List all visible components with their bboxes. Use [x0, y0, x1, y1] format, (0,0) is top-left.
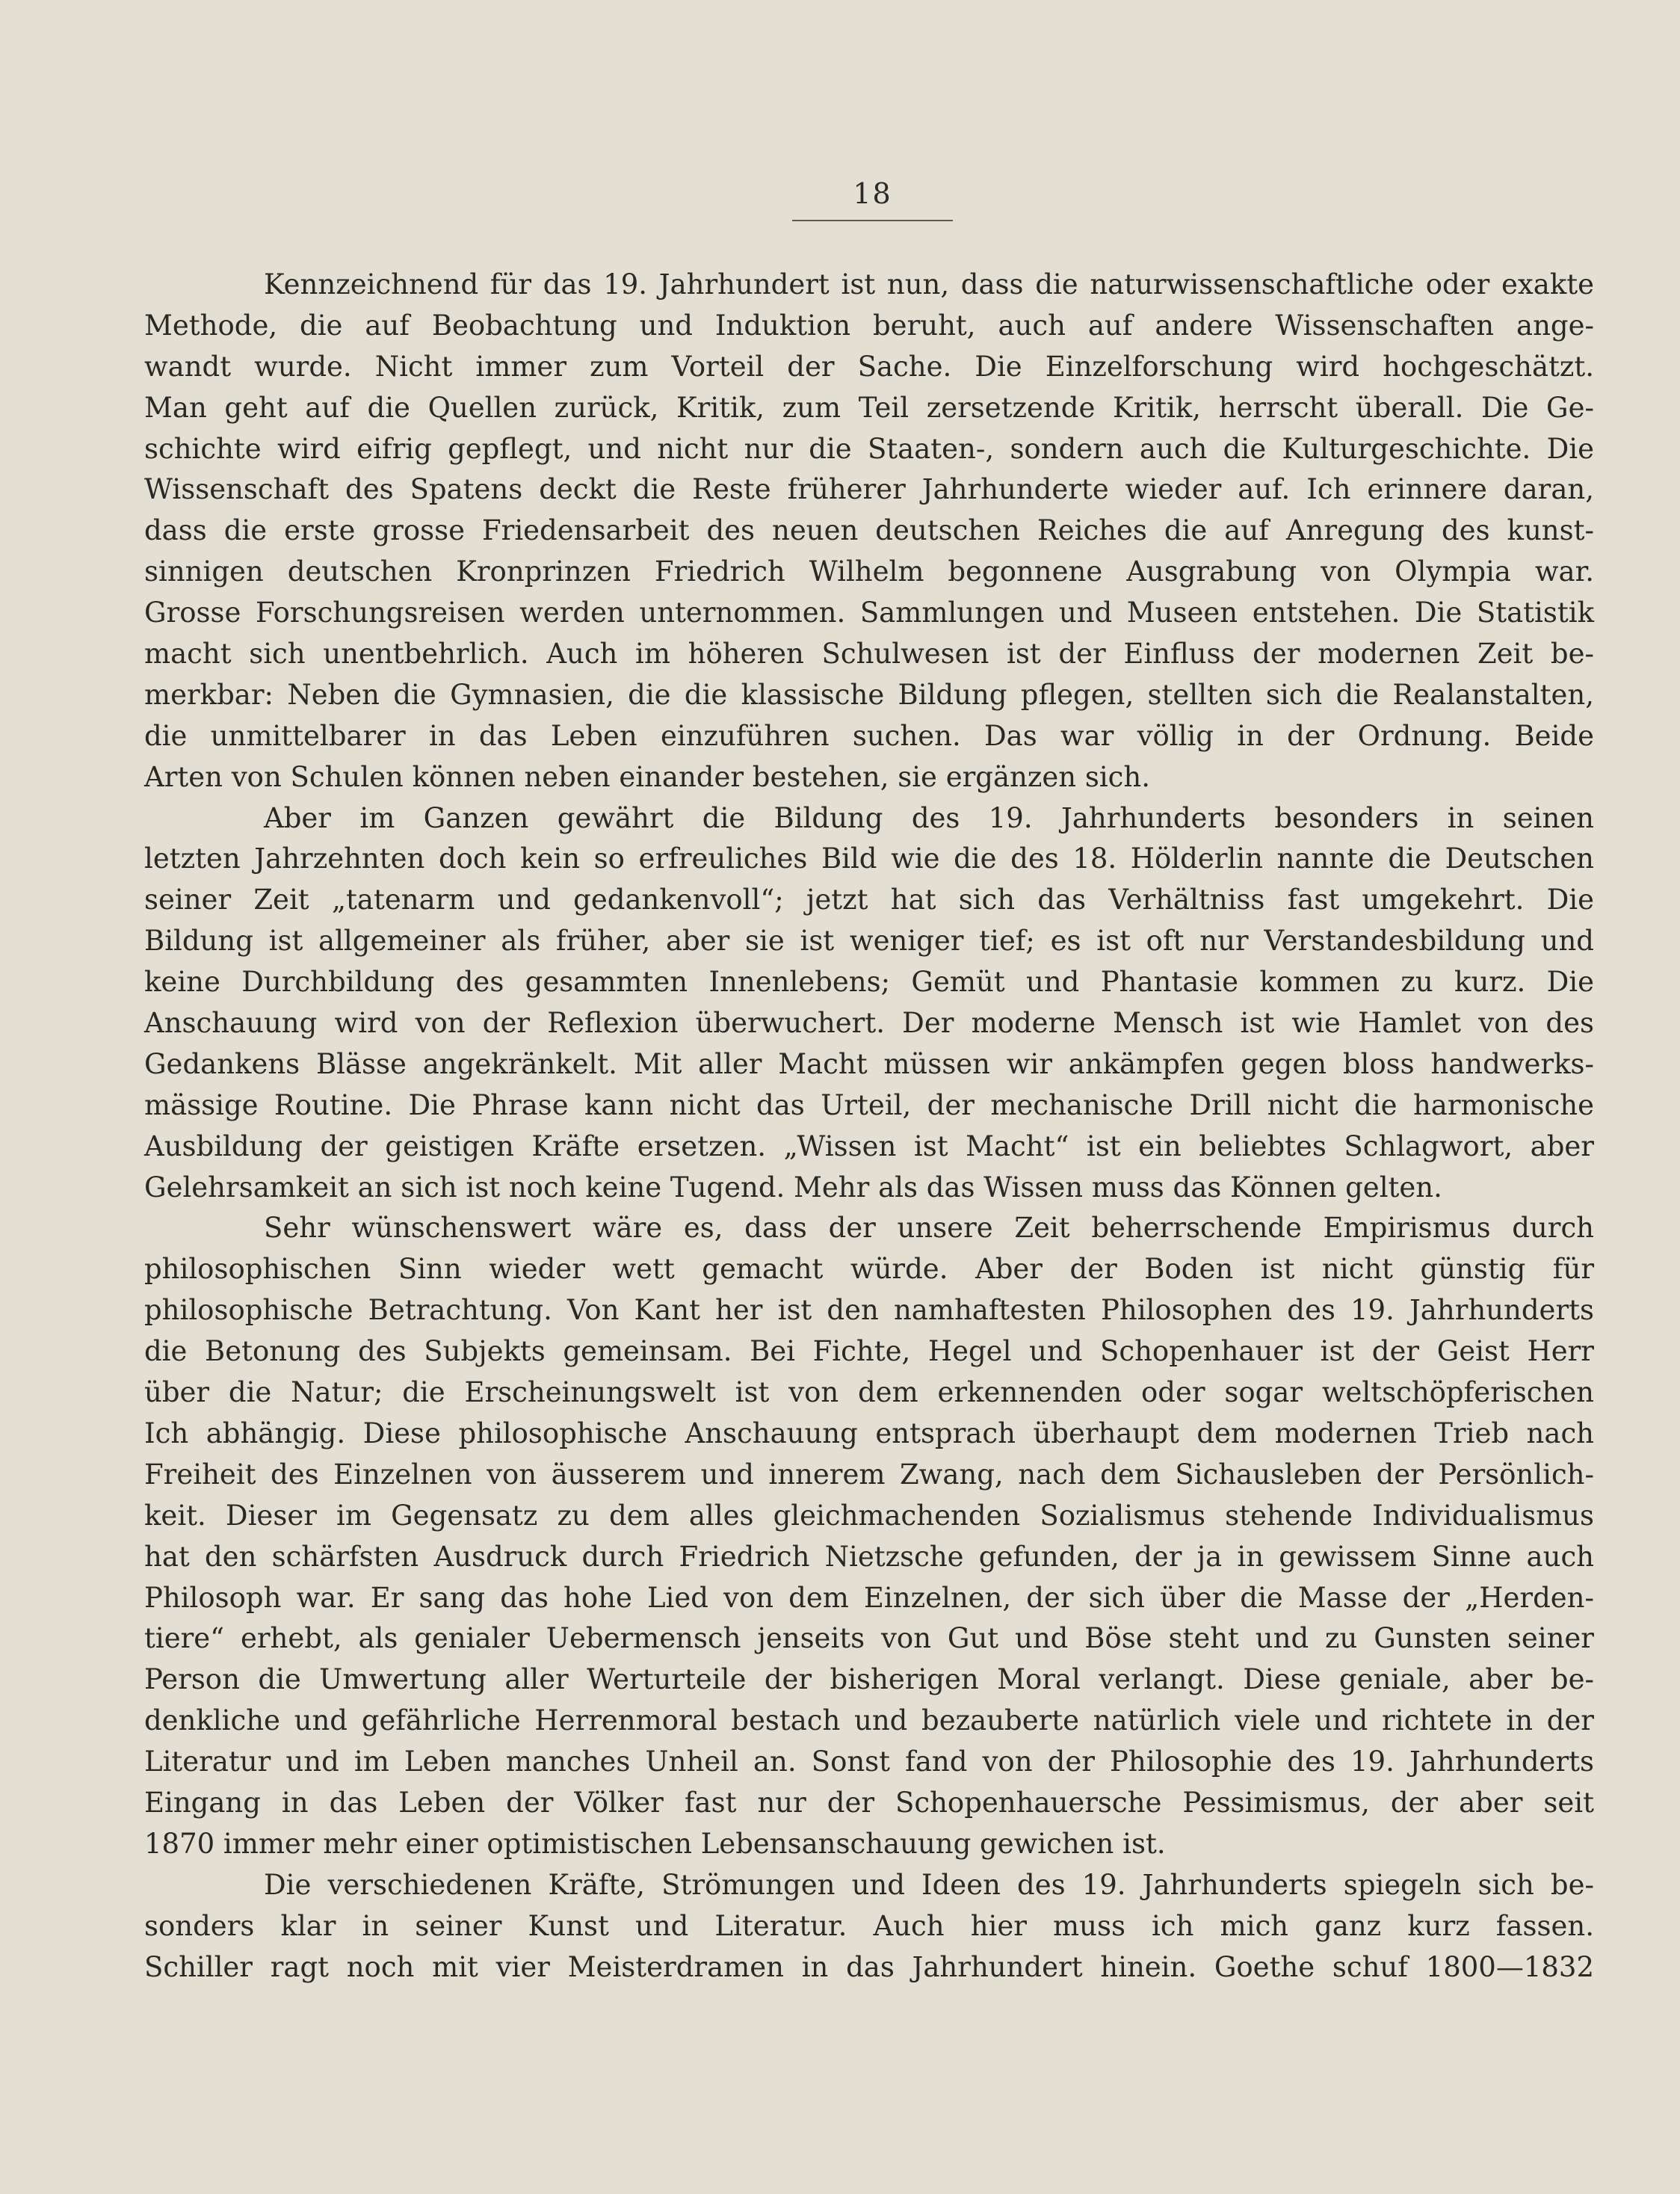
text-line: Methode, die auf Beobachtung und Induktion beruht, auch auf andere Wissenschaften ange- — [144, 309, 1594, 342]
text-line: Grosse Forschungsreisen werden unternommen. Sammlungen und Museen entstehen. Die Statistik — [144, 597, 1594, 629]
text-line: keine Durchbildung des gesammten Innenlebens; Gemüt und Phantasie kommen zu kurz. Die — [144, 966, 1594, 999]
text-line: sinnigen deutschen Kronprinzen Friedrich Wilhelm begonnene Ausgrabung von Olympia war. — [144, 555, 1594, 588]
text-line: dass die erste grosse Friedensarbeit des neuen deutschen Reiches die auf Anregung des kunst- — [144, 514, 1594, 547]
text-line: die Betonung des Subjekts gemeinsam. Bei Fichte, Hegel und Schopenhauer ist der Geist Herr — [144, 1335, 1594, 1368]
text-line: Freiheit des Einzelnen von äusserem und innerem Zwang, nach dem Sichausleben der Persönlich- — [144, 1458, 1594, 1491]
text-line: schichte wird eifrig gepflegt, und nicht nur die Staaten-, sondern auch die Kulturgeschichte. Die — [144, 432, 1594, 465]
text-line: tiere“ erhebt, als genialer Uebermensch jenseits von Gut und Böse steht und zu Gunsten seiner — [144, 1622, 1594, 1655]
text-line: Arten von Schulen können neben einander bestehen, sie ergänzen sich. — [144, 760, 1150, 793]
text-line: Aber im Ganzen gewährt die Bildung des 19. Jahrhunderts besonders in seinen — [264, 801, 1594, 834]
text-line: letzten Jahrzehnten doch kein so erfreuliches Bild wie die des 18. Hölderlin nannte die Deutschen — [144, 842, 1594, 875]
text-line: keit. Dieser im Gegensatz zu dem alles gleichmachenden Sozialismus stehende Individualismus — [144, 1499, 1594, 1532]
text-line: Gelehrsamkeit an sich ist noch keine Tugend. Mehr als das Wissen muss das Können gelten. — [144, 1171, 1442, 1204]
text-line: Sehr wünschenswert wäre es, dass der unsere Zeit beherrschende Empirismus durch — [264, 1212, 1594, 1245]
text-line: macht sich unentbehrlich. Auch im höheren Schulwesen ist der Einfluss der modernen Zeit be- — [144, 638, 1594, 671]
text-line: Person die Umwertung aller Werturteile der bisherigen Moral verlangt. Diese geniale, aber be- — [144, 1663, 1594, 1696]
text-line: Gedankens Blässe angekränkelt. Mit aller Macht müssen wir ankämpfen gegen bloss handwerks- — [144, 1047, 1594, 1080]
text-line: mässige Routine. Die Phrase kann nicht das Urteil, der mechanische Drill nicht die harmonische — [144, 1088, 1594, 1121]
text-line: Kennzeichnend für das 19. Jahrhundert ist nun, dass die naturwissenschaftliche oder exakte — [264, 268, 1594, 301]
text-line: 1870 immer mehr einer optimistischen Lebensanschauung gewichen ist. — [144, 1827, 1166, 1860]
text-line: denkliche und gefährliche Herrenmoral bestach und bezauberte natürlich viele und richtete in der — [144, 1704, 1594, 1737]
header-rule — [792, 220, 953, 221]
text-line: Eingang in das Leben der Völker fast nur der Schopenhauersche Pessimismus, der aber seit — [144, 1786, 1594, 1819]
page-header — [792, 179, 953, 221]
text-line: Die verschiedenen Kräfte, Strömungen und Ideen des 19. Jahrhunderts spiegeln sich be- — [264, 1868, 1594, 1901]
text-line: seiner Zeit „tatenarm und gedankenvoll“; jetzt hat sich das Verhältniss fast umgekehrt. Die — [144, 884, 1594, 916]
body-text — [144, 265, 1594, 1988]
page-number: 18 — [853, 177, 892, 210]
text-line: Ich abhängig. Diese philosophische Anschauung entsprach überhaupt dem modernen Trieb nach — [144, 1417, 1594, 1449]
text-line: die unmittelbarer in das Leben einzuführen suchen. Das war völlig in der Ordnung. Beide — [144, 719, 1594, 752]
text-line: philosophische Betrachtung. Von Kant her ist den namhaftesten Philosophen des 19. Jahrhunderts — [144, 1294, 1594, 1327]
text-line: Schiller ragt noch mit vier Meisterdramen in das Jahrhundert hinein. Goethe schuf 1800—1832 — [144, 1950, 1594, 1983]
text-line: Literatur und im Leben manches Unheil an. Sonst fand von der Philosophie des 19. Jahrhunderts — [144, 1745, 1594, 1778]
text-line: Ausbildung der geistigen Kräfte ersetzen. „Wissen ist Macht“ ist ein beliebtes Schlagwort, aber — [144, 1130, 1594, 1162]
text-line: Wissenschaft des Spatens deckt die Reste früherer Jahrhunderte wieder auf. Ich erinnere daran, — [144, 473, 1594, 506]
text-line: hat den schärfsten Ausdruck durch Friedrich Nietzsche gefunden, der ja in gewissem Sinne auch — [144, 1540, 1594, 1573]
text-line: Bildung ist allgemeiner als früher, aber sie ist weniger tief; es ist oft nur Verstandesbildung und — [144, 925, 1594, 958]
text-line: über die Natur; die Erscheinungswelt ist von dem erkennenden oder sogar weltschöpferischen — [144, 1376, 1594, 1409]
text-line: Man geht auf die Quellen zurück, Kritik, zum Teil zersetzende Kritik, herrscht überall. Die Ge- — [144, 391, 1594, 424]
text-line: Philosoph war. Er sang das hohe Lied von dem Einzelnen, der sich über die Masse der „Herden- — [144, 1581, 1594, 1614]
text-line: merkbar: Neben die Gymnasien, die die klassische Bildung pflegen, stellten sich die Realanstalten, — [144, 678, 1594, 711]
text-line: sonders klar in seiner Kunst und Literatur. Auch hier muss ich mich ganz kurz fassen. — [144, 1909, 1594, 1942]
text-line: philosophischen Sinn wieder wett gemacht würde. Aber der Boden ist nicht günstig für — [144, 1253, 1594, 1286]
text-line: Anschauung wird von der Reflexion überwuchert. Der moderne Mensch ist wie Hamlet von des — [144, 1007, 1594, 1040]
text-line: wandt wurde. Nicht immer zum Vorteil der Sache. Die Einzelforschung wird hochgeschätzt. — [144, 350, 1594, 383]
